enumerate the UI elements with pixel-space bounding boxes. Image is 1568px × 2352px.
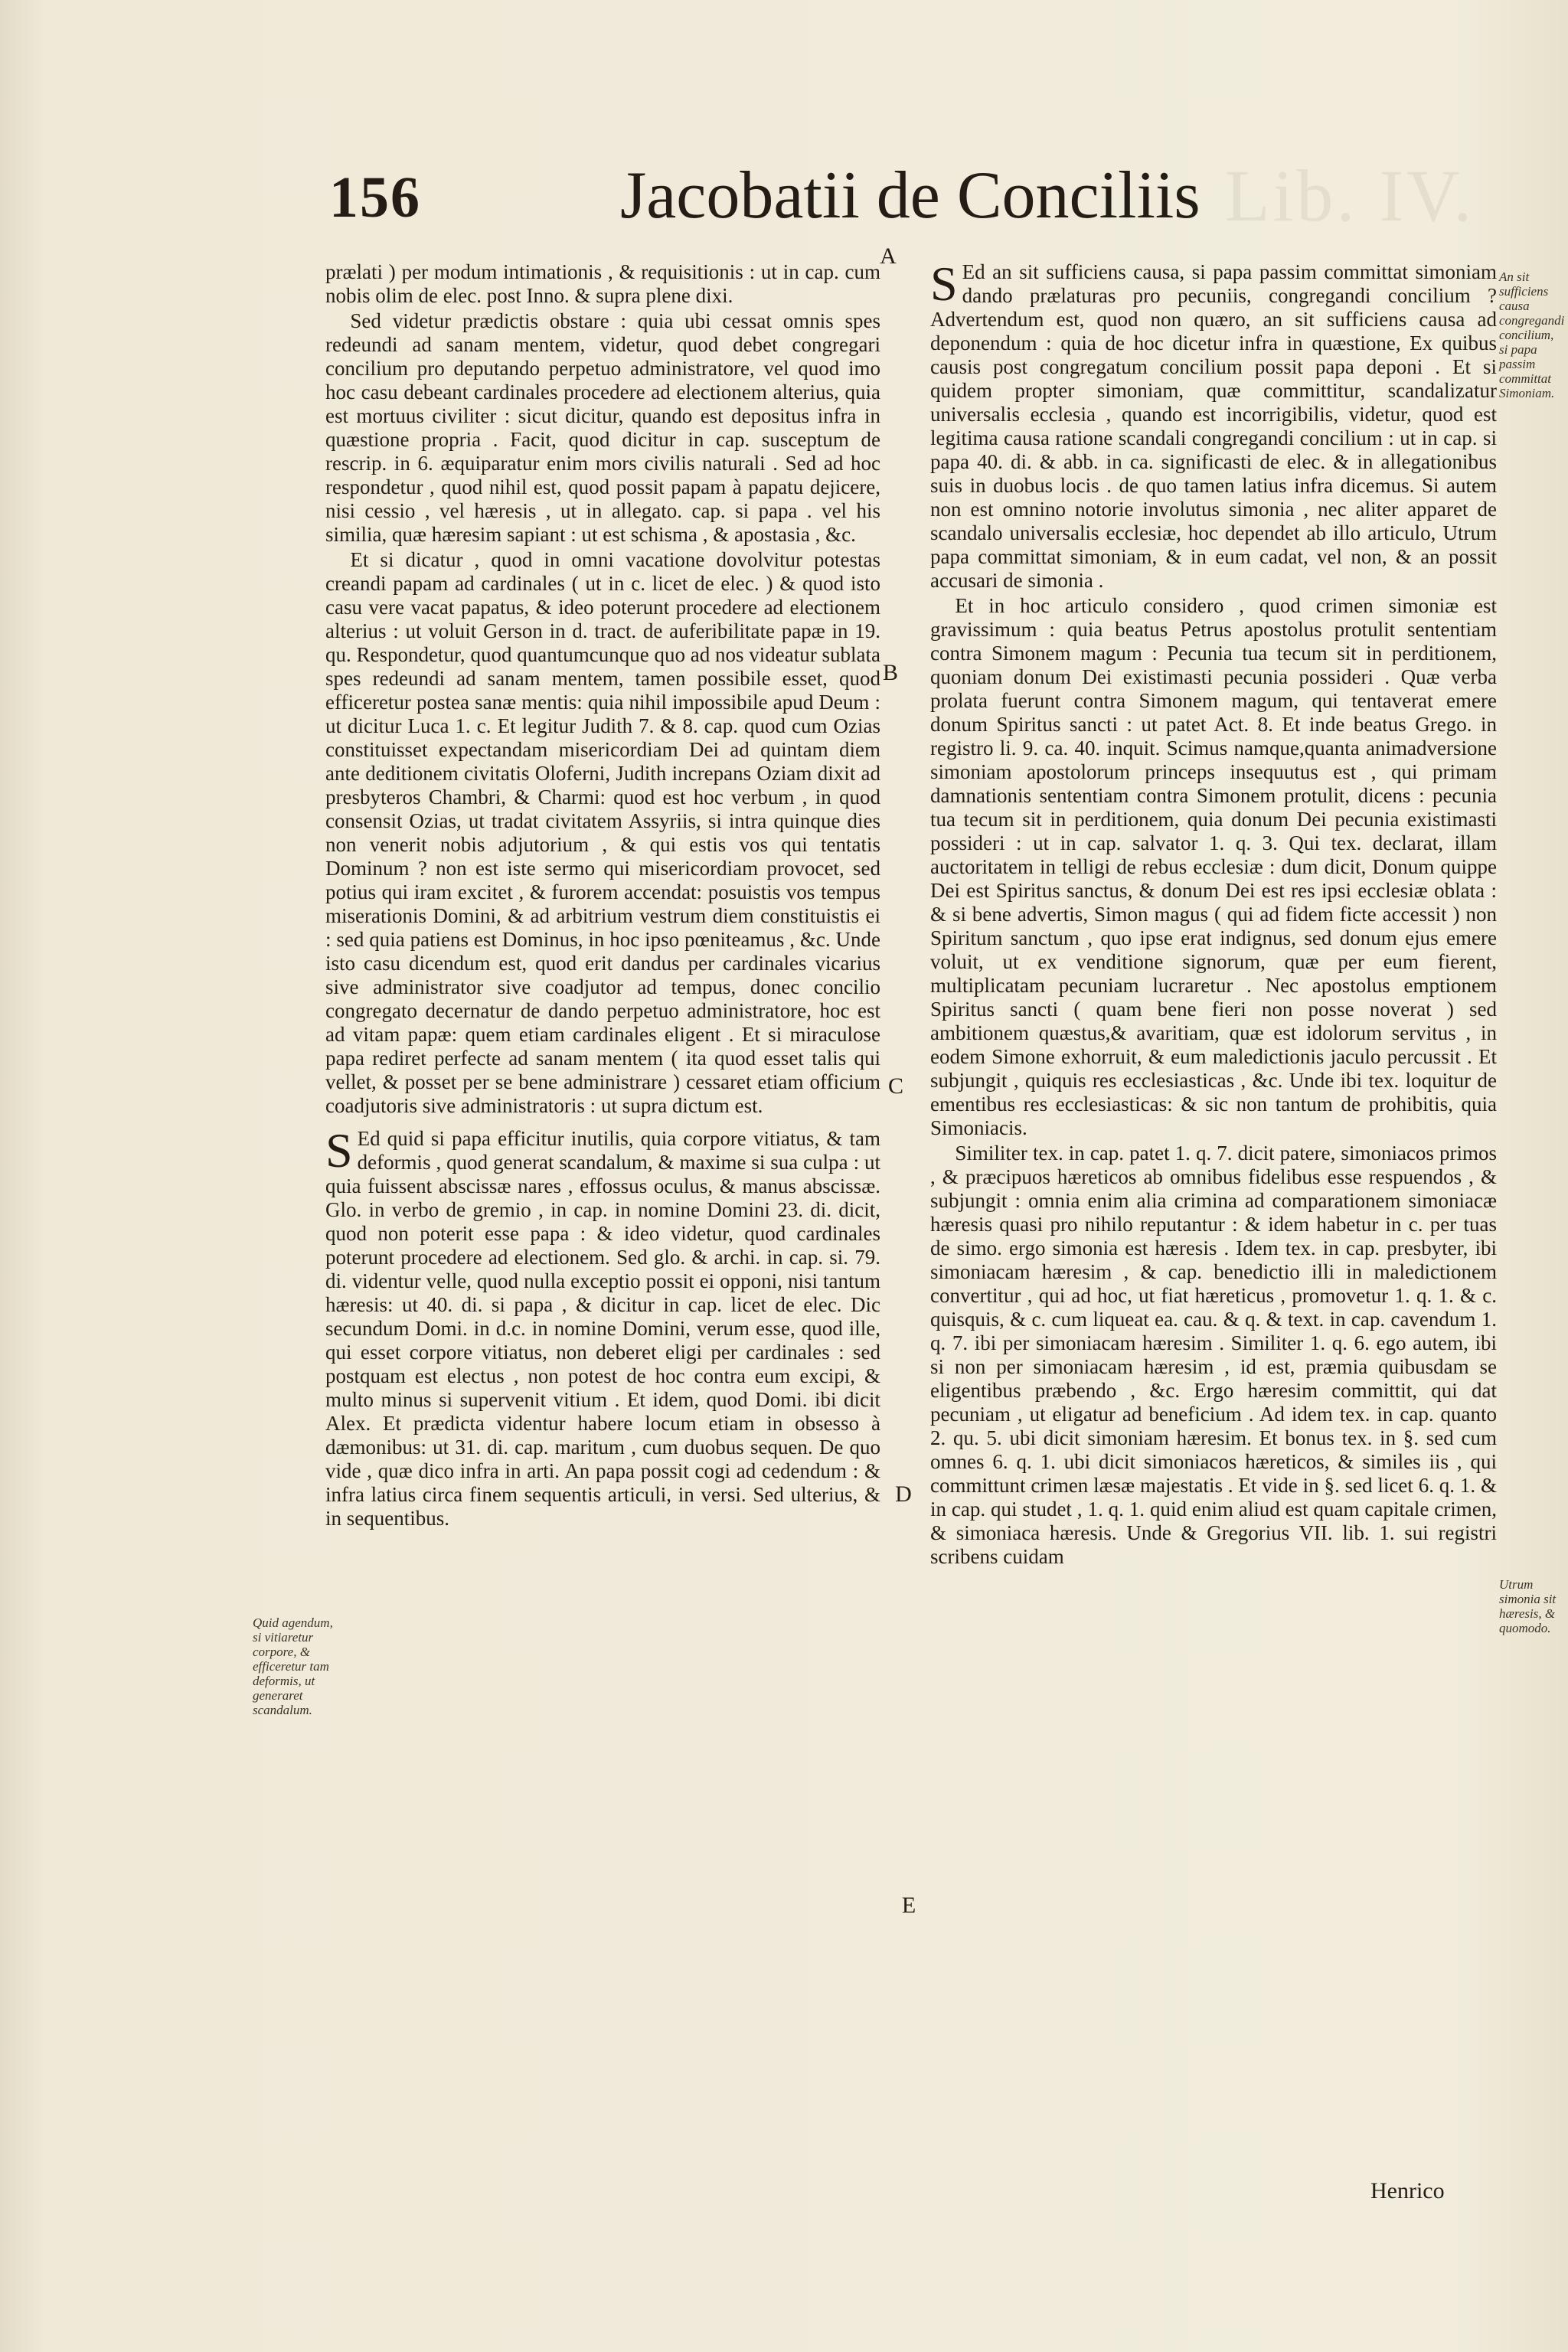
right-paragraph-2: Et in hoc articulo considero , quod crimen simoniæ est gravissimum : quia beatus Petrus apostolus protulit sententiam contra Simonem magum : Pecunia tua tecum sit in perditionem, quoniam donum Dei existimasti pecunia possideri . Quæ verba prolata fuerunt contra Simonem magum, qui tentaverat emere donum Spiritus sancti : ut patet Act. 8. Et inde beatus Grego. in registro li. 9. ca. 40. inquit. Scimus namque,quanta animadversione simoniam apostolorum princeps insequutus est , qui primam damnationis sententiam contra Simonem protulit, dicens : pecunia tua tecum sit in perditionem, quia donum Dei pecunia existimasti possideri : ut in cap. salvator 1. q. 3. Qui tex. declarat, illam auctoritatem in telligi de rebus ecclesiæ : dum dicit, Donum quippe Dei est Spiritus sanctus, & donum Dei est res ipsi ecclesiæ oblata : & si bene advertis, Simon magus ( qui ad fidem ficte accessit ) non Spiritum sanctum , quo ipse erat indignus, sed donum ejus emere voluit, ut ex venditione signorum, quæ per eum fierent, multiplicatam pecuniam lucraretur . Nec apostolus emptionem Spiritus sancti ( quam bene fieri non posse noverat ) sed ambitionem quæstus,& avaritiam, quæ est idolorum servitus , in eodem Simone exhorruit, & eum maledictionis jaculo percussit . Et subjungit , quiquis res ecclesiasticas , &c. Unde ibi tex. loquitur de ementibus res ecclesiasticas: & sic non tantum de prohibitis, quia Simoniacis. — [930, 594, 1497, 1139]
running-title: Jacobatii de Conciliis — [620, 158, 1200, 233]
left-column — [325, 260, 880, 1532]
marginal-note-left: Quid agendum, si vitiaretur corpore, & efficeretur tam deformis, ut generaret scandalum. — [253, 1615, 333, 1717]
section-letter-d: D — [895, 1481, 912, 1507]
show-through-text: Lib. IV. — [1225, 155, 1475, 237]
section-letter-a: A — [880, 243, 897, 269]
catchword: Henrico — [1370, 2178, 1445, 2203]
left-paragraph-4-text: Ed quid si papa efficitur inutilis, quia corpore vitiatus, & tam deformis , quod generat scandalum, & maxime si sua culpa : ut quia fuissent abscissæ nares , effossus oculus, & manus abscissæ. Glo. in verbo de gremio , in cap. in nomine Domini 23. di. dicit, quod non poterit esse papa : & ideo videtur, quod cardinales poterunt procedere ad electionem. Sed glo. & archi. in cap. si. 79. di. videntur velle, quod nulla exceptio possit ei opponi, nisi tantum hæresis: ut 40. di. si papa , & dicitur in cap. licet de elec. Dic secundum Domi. in d.c. in nomine Domini, verum esse, quod ille, qui esset corpore vitiatus, non deberet eligi per cardinales : sed postquam est electus , non potest de hoc contra eum excipi, & multo minus si supervenit vitium . Et idem, quod Domi. ibi dicit Alex. Et prædicta videntur habere locum etiam in obsesso à dæmonibus: ut 31. di. cap. maritum , cum duobus sequen. De quo vide , quæ dico infra in arti. An papa possit cogi ad cedendum : & infra latius circa finem sequentis articuli, in versi. Sed ulterius, & in sequentibus. — [325, 1127, 880, 1530]
left-dropcap: S — [325, 1123, 353, 1178]
page-number: 156 — [329, 165, 421, 230]
left-paragraph-3: Et si dicatur , quod in omni vacatione dovolvitur potestas creandi papam ad cardinales ( ut in c. licet de elec. ) & quod isto casu vere vacat papatus, & ideo poterunt procedere ad electionem alterius : ut voluit Gerson in d. tract. de auferibilitate papæ in 19. qu. Respondetur, quod quantumcunque quo ad nos videatur sublata spes redeundi ad sanam mentem, tamen possibile esset, quod efficeretur postea sanæ mentis: quia nihil impossibile apud Deum : ut dicitur Luca 1. c. Et legitur Judith 7. & 8. cap. quod cum Ozias constituisset expectandam misericordiam Dei ad quintam diem ante deditionem civitatis Oloferni, Judith increpans Oziam dixit ad presbyteros Chambri, & Charmi: quod est hoc verbum , in quod consensit Ozias, ut tradat civitatem Assyriis, si intra quinque dies non venerit nobis adjutorium , & qui estis vos qui tentatis Dominum ? non est iste sermo qui misericordiam provocet, sed potius qui iram excitet , & furorem accendat: posuistis vos tempus miserationis Domini, & ad arbitrium vestrum diem constituistis ei : sed quia patiens est Dominus, in hoc ipso pœniteamus , &c. Unde isto casu dicendum est, quod erit dandus per cardinales vicarius sive administrator sive coadjutor ad tempus, donec concilio congregato decernatur de dando perpetuo administratore, hoc est ad vitam papæ: quem etiam cardinales eligent . Et si miraculose papa rediret perfecte ad sanam mentem ( ita quod esset talis qui vellet, & posset per se bene administrare ) cessaret etiam officium coadjutoris sive administratoris : ut supra dictum est. — [325, 548, 880, 1117]
right-dropcap: S — [930, 256, 958, 311]
section-letter-c: C — [887, 1073, 903, 1099]
right-column — [930, 256, 1497, 1570]
marginal-note-right-mid: Utrum simonia sit hæresis, & quomodo. — [1499, 1577, 1557, 1635]
right-paragraph-1 — [930, 256, 1497, 593]
right-paragraph-3: Similiter tex. in cap. patet 1. q. 7. dicit patere, simoniacos primos , & præcipuos hæreticos ab omnibus fidelibus esse respuendos , & subjungit : omnia enim alia crimina ad comparationem simoniacæ hæresis quasi pro nihilo reputantur : & idem habetur in c. per tuas de simo. ergo simonia est hæresis . Idem tex. in cap. presbyter, ibi simoniacam hæresim , & cap. benedictio illi in maledictionem convertitur , qui ad hoc, ut fiat hæreticus , promovetur 1. q. 1. & c. quisquis, & c. cum liqueat ea. cau. & q. & text. in cap. cavendum 1. q. 7. ibi per simoniacam hæresim . Similiter 1. q. 6. ego autem, ibi si non per simoniacam hæresim , id est, præmia quibusdam se eligentibus præbendo , &c. Ergo hæresim committit, qui dat pecuniam , ut eligatur ad beneficium . Ad idem tex. in cap. quanto 2. qu. 5. ubi dicit simoniam hæresim. Et bonus tex. in §. sed cum omnes 6. q. 1. ubi dicit simoniacos hæreticos, & similes iis , qui committunt crimen læsæ majestatis . Et vide in §. sed licet 6. q. 1. & in cap. qui studet , 1. q. 1. quid enim aliud est quam capitale crimen, & simoniaca hæresis. Unde & Gregorius VII. lib. 1. sui registri scribens cuidam — [930, 1142, 1497, 1568]
right-paragraph-1-text: Ed an sit sufficiens causa, si papa passim committat simoniam dando prælaturas pro pecuniis, congregandi concilium ? Advertendum est, quod non quæro, an sit sufficiens causa ad deponendum : quia de hoc dicetur infra in quæstione, Ex quibus causis post congregatum concilium possit papa deponi . Et si quidem propter simoniam, quæ committitur, scandalizatur universalis ecclesia , quando est incorrigibilis, videtur, quod est legitima causa ratione scandali congregandi concilium : ut in cap. si papa 40. di. & abb. in ca. significasti de elec. & in allegationibus suis in duobus locis . de quo tamen latius infra dicemus. Si autem non est omnino notorie involutus simonia , nec aliter apparet de scandalo universalis ecclesiæ, hoc dependet ab illo articulo, Utrum papa committat simoniam, & in eum cadat, vel non, & an possit accusari de simonia . — [930, 260, 1497, 592]
section-letter-b: B — [882, 660, 898, 685]
left-paragraph-2: Sed videtur prædictis obstare : quia ubi cessat omnis spes redeundi ad sanam mentem, videtur, quod debet congregari concilium pro deputando perpetuo administratore, vel quod imo hoc casu debeant cardinales procedere ad electionem alterius, quia est mortuus civiliter : sicut dicitur, quando est depositus infra in quæstione propria . Facit, quod dicitur in cap. susceptum de rescrip. in 6. æquiparatur enim mors civilis naturali . Sed ad hoc respondetur , quod nihil est, quod possit papam à papatu dejicere, nisi cessio , vel hæresis , ut in allegato. cap. si papa . vel his similia, quæ hæresim sapiant : ut est schisma , & apostasia , &c. — [325, 309, 880, 546]
left-paragraph-4 — [325, 1123, 880, 1530]
section-letter-e: E — [901, 1893, 916, 1918]
marginal-note-right-top: An sit sufficiens causa congregandi concilium, si papa passim committat Simoniam. — [1499, 270, 1565, 400]
left-paragraph-1: prælati ) per modum intimationis , & requisitionis : ut in cap. cum nobis olim de elec. post Inno. & supra plene dixi. — [325, 260, 880, 307]
